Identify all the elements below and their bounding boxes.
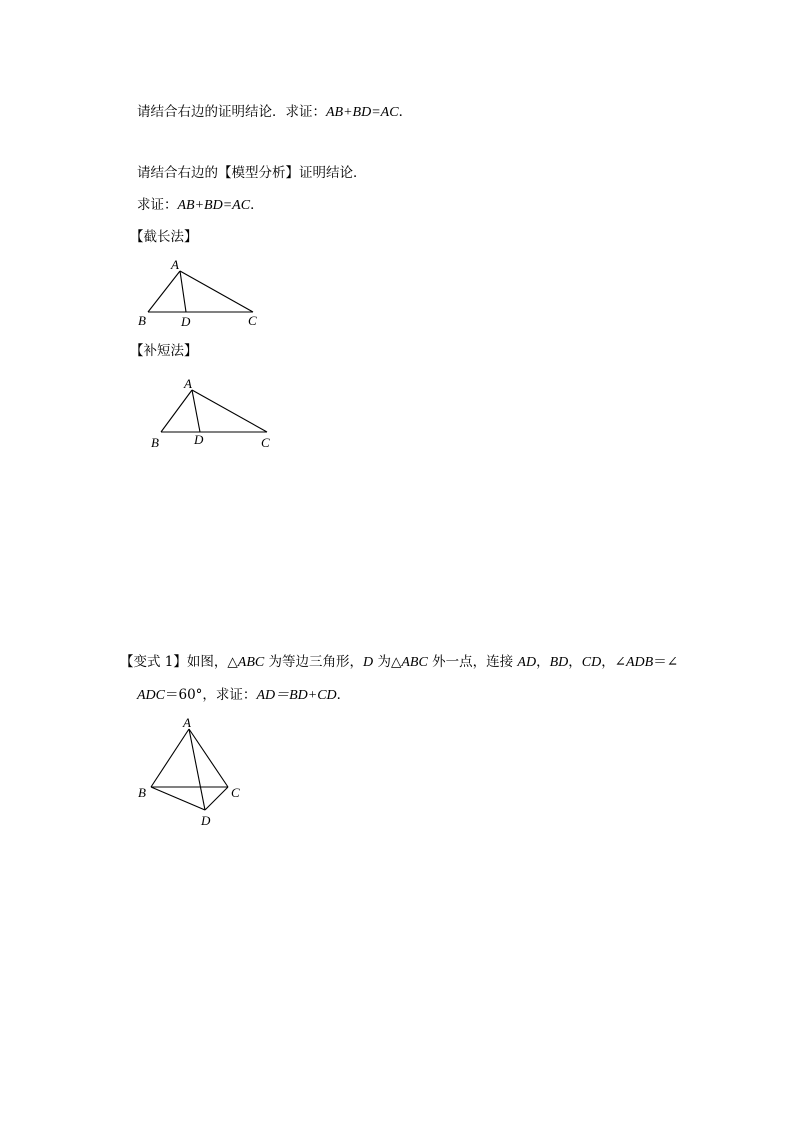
- label-c: C: [231, 785, 240, 800]
- prove-math: AB+BD=AC: [326, 105, 399, 120]
- variant-text: 为△: [373, 654, 402, 670]
- method-cut-long-title: 【截长法】: [130, 229, 198, 245]
- variant-text: 为等边三角形，: [264, 654, 364, 670]
- variant-conclusion: AD＝BD+CD: [256, 688, 337, 703]
- prove-text: 求证：: [137, 197, 178, 213]
- variant-text: ，∠: [601, 654, 626, 670]
- prove-math: AB+BD=AC: [177, 198, 251, 213]
- variant-text: 如图，△: [186, 654, 238, 670]
- label-d: D: [201, 813, 211, 828]
- segment-ab: [151, 729, 189, 787]
- variant-math: ABC: [237, 655, 265, 670]
- label-b: B: [138, 785, 146, 800]
- label-a: A: [184, 376, 192, 391]
- variant-text: ，: [568, 654, 582, 670]
- label-a: A: [171, 257, 179, 272]
- label-b: B: [151, 435, 159, 450]
- variant-math: AD: [517, 655, 537, 670]
- segment-cd: [205, 787, 228, 810]
- label-b: B: [138, 313, 146, 328]
- variant-math: D: [363, 655, 374, 670]
- label-a: A: [183, 715, 191, 730]
- variant-tag: 【变式 1】: [120, 654, 187, 670]
- segment-bd: [151, 787, 205, 810]
- variant-math: ADC: [137, 688, 165, 703]
- variant-text: 外一点，连接: [427, 654, 518, 670]
- method-supplement-short-title: 【补短法】: [130, 343, 198, 359]
- label-c: C: [248, 313, 257, 328]
- label-c: C: [261, 435, 270, 450]
- label-d: D: [194, 432, 204, 447]
- variant-math: ABC: [401, 655, 428, 670]
- variant-text: ，: [536, 654, 550, 670]
- variant-math: ADB: [626, 655, 654, 670]
- variant-text: ．: [336, 687, 351, 703]
- instruction-text: 请结合右边的【模型分析】证明结论．: [137, 165, 367, 181]
- prove-end: ．: [398, 104, 413, 120]
- variant-math: BD: [549, 655, 569, 670]
- prove-text: 请结合右边的证明结论．求证：: [137, 104, 326, 120]
- variant-text: ＝60°，求证：: [165, 687, 257, 703]
- label-d: D: [181, 314, 191, 329]
- variant-math: CD: [581, 655, 602, 670]
- prove-end: ．: [250, 197, 264, 213]
- variant-text: ＝∠: [653, 654, 679, 670]
